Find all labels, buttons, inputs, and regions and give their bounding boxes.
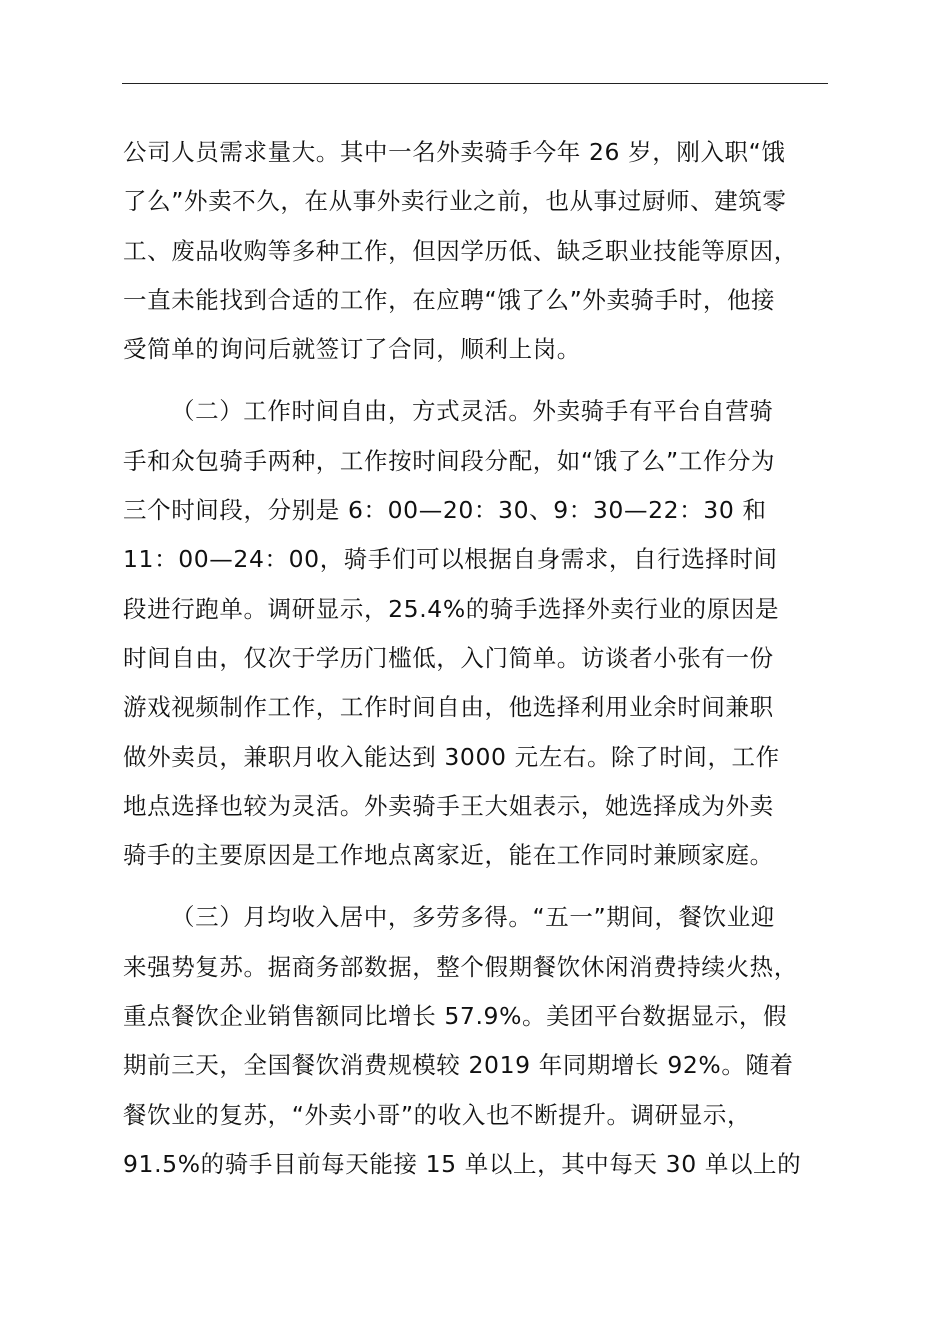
text-line: 91.5%的骑手目前每天能接 15 单以上，其中每天 30 单以上的: [123, 1149, 802, 1178]
text-line: 期前三天，全国餐饮消费规模较 2019 年同期增长 92%。随着: [123, 1051, 794, 1080]
text-line: 段进行跑单。调研显示，25.4%的骑手选择外卖行业的原因是: [123, 594, 780, 623]
text-line: 地点选择也较为灵活。外卖骑手王大姐表示，她选择成为外卖: [123, 791, 774, 820]
text-line: 做外卖员，兼职月收入能达到 3000 元左右。除了时间，工作: [123, 742, 780, 771]
paragraph-gap: [123, 374, 835, 387]
text-line: 骑手的主要原因是工作地点离家近，能在工作同时兼顾家庭。: [123, 841, 774, 870]
paragraph-heading-line: （三）月均收入居中，多劳多得。“五一”期间，餐饮业迎: [171, 903, 775, 932]
paragraph-gap: [123, 880, 835, 893]
header-rule: [122, 83, 828, 84]
text-line: 游戏视频制作工作，工作时间自由，他选择利用业余时间兼职: [123, 693, 774, 722]
body-text: [123, 128, 835, 1189]
text-line: 来强势复苏。据商务部数据，整个假期餐饮休闲消费持续火热，: [123, 952, 798, 981]
text-line: 工、废品收购等多种工作，但因学历低、缺乏职业技能等原因，: [123, 236, 798, 265]
text-line: 一直未能找到合适的工作，在应聘“饿了么”外卖骑手时，他接: [123, 285, 776, 314]
text-line: 餐饮业的复苏，“外卖小哥”的收入也不断提升。调研显示，: [123, 1100, 752, 1129]
text-line: 受简单的询问后就签订了合同，顺利上岗。: [123, 335, 581, 364]
text-line: 三个时间段，分别是 6：00—20：30、9：30—22：30 和: [123, 496, 767, 525]
text-line: 了么”外卖不久，在从事外卖行业之前，也从事过厨师、建筑零: [123, 187, 787, 216]
text-line: 11：00—24：00，骑手们可以根据自身需求，自行选择时间: [123, 545, 778, 574]
text-line: 重点餐饮企业销售额同比增长 57.9%。美团平台数据显示，假: [123, 1002, 788, 1031]
text-line: 时间自由，仅次于学历门槛低，入门简单。访谈者小张有一份: [123, 643, 774, 672]
paragraph-heading-line: （二）工作时间自由，方式灵活。外卖骑手有平台自营骑: [171, 397, 774, 426]
text-line: 公司人员需求量大。其中一名外卖骑手今年 26 岁，刚入职“饿: [123, 138, 786, 166]
text-line: 手和众包骑手两种，工作按时间段分配，如“饿了么”工作分为: [123, 446, 776, 475]
